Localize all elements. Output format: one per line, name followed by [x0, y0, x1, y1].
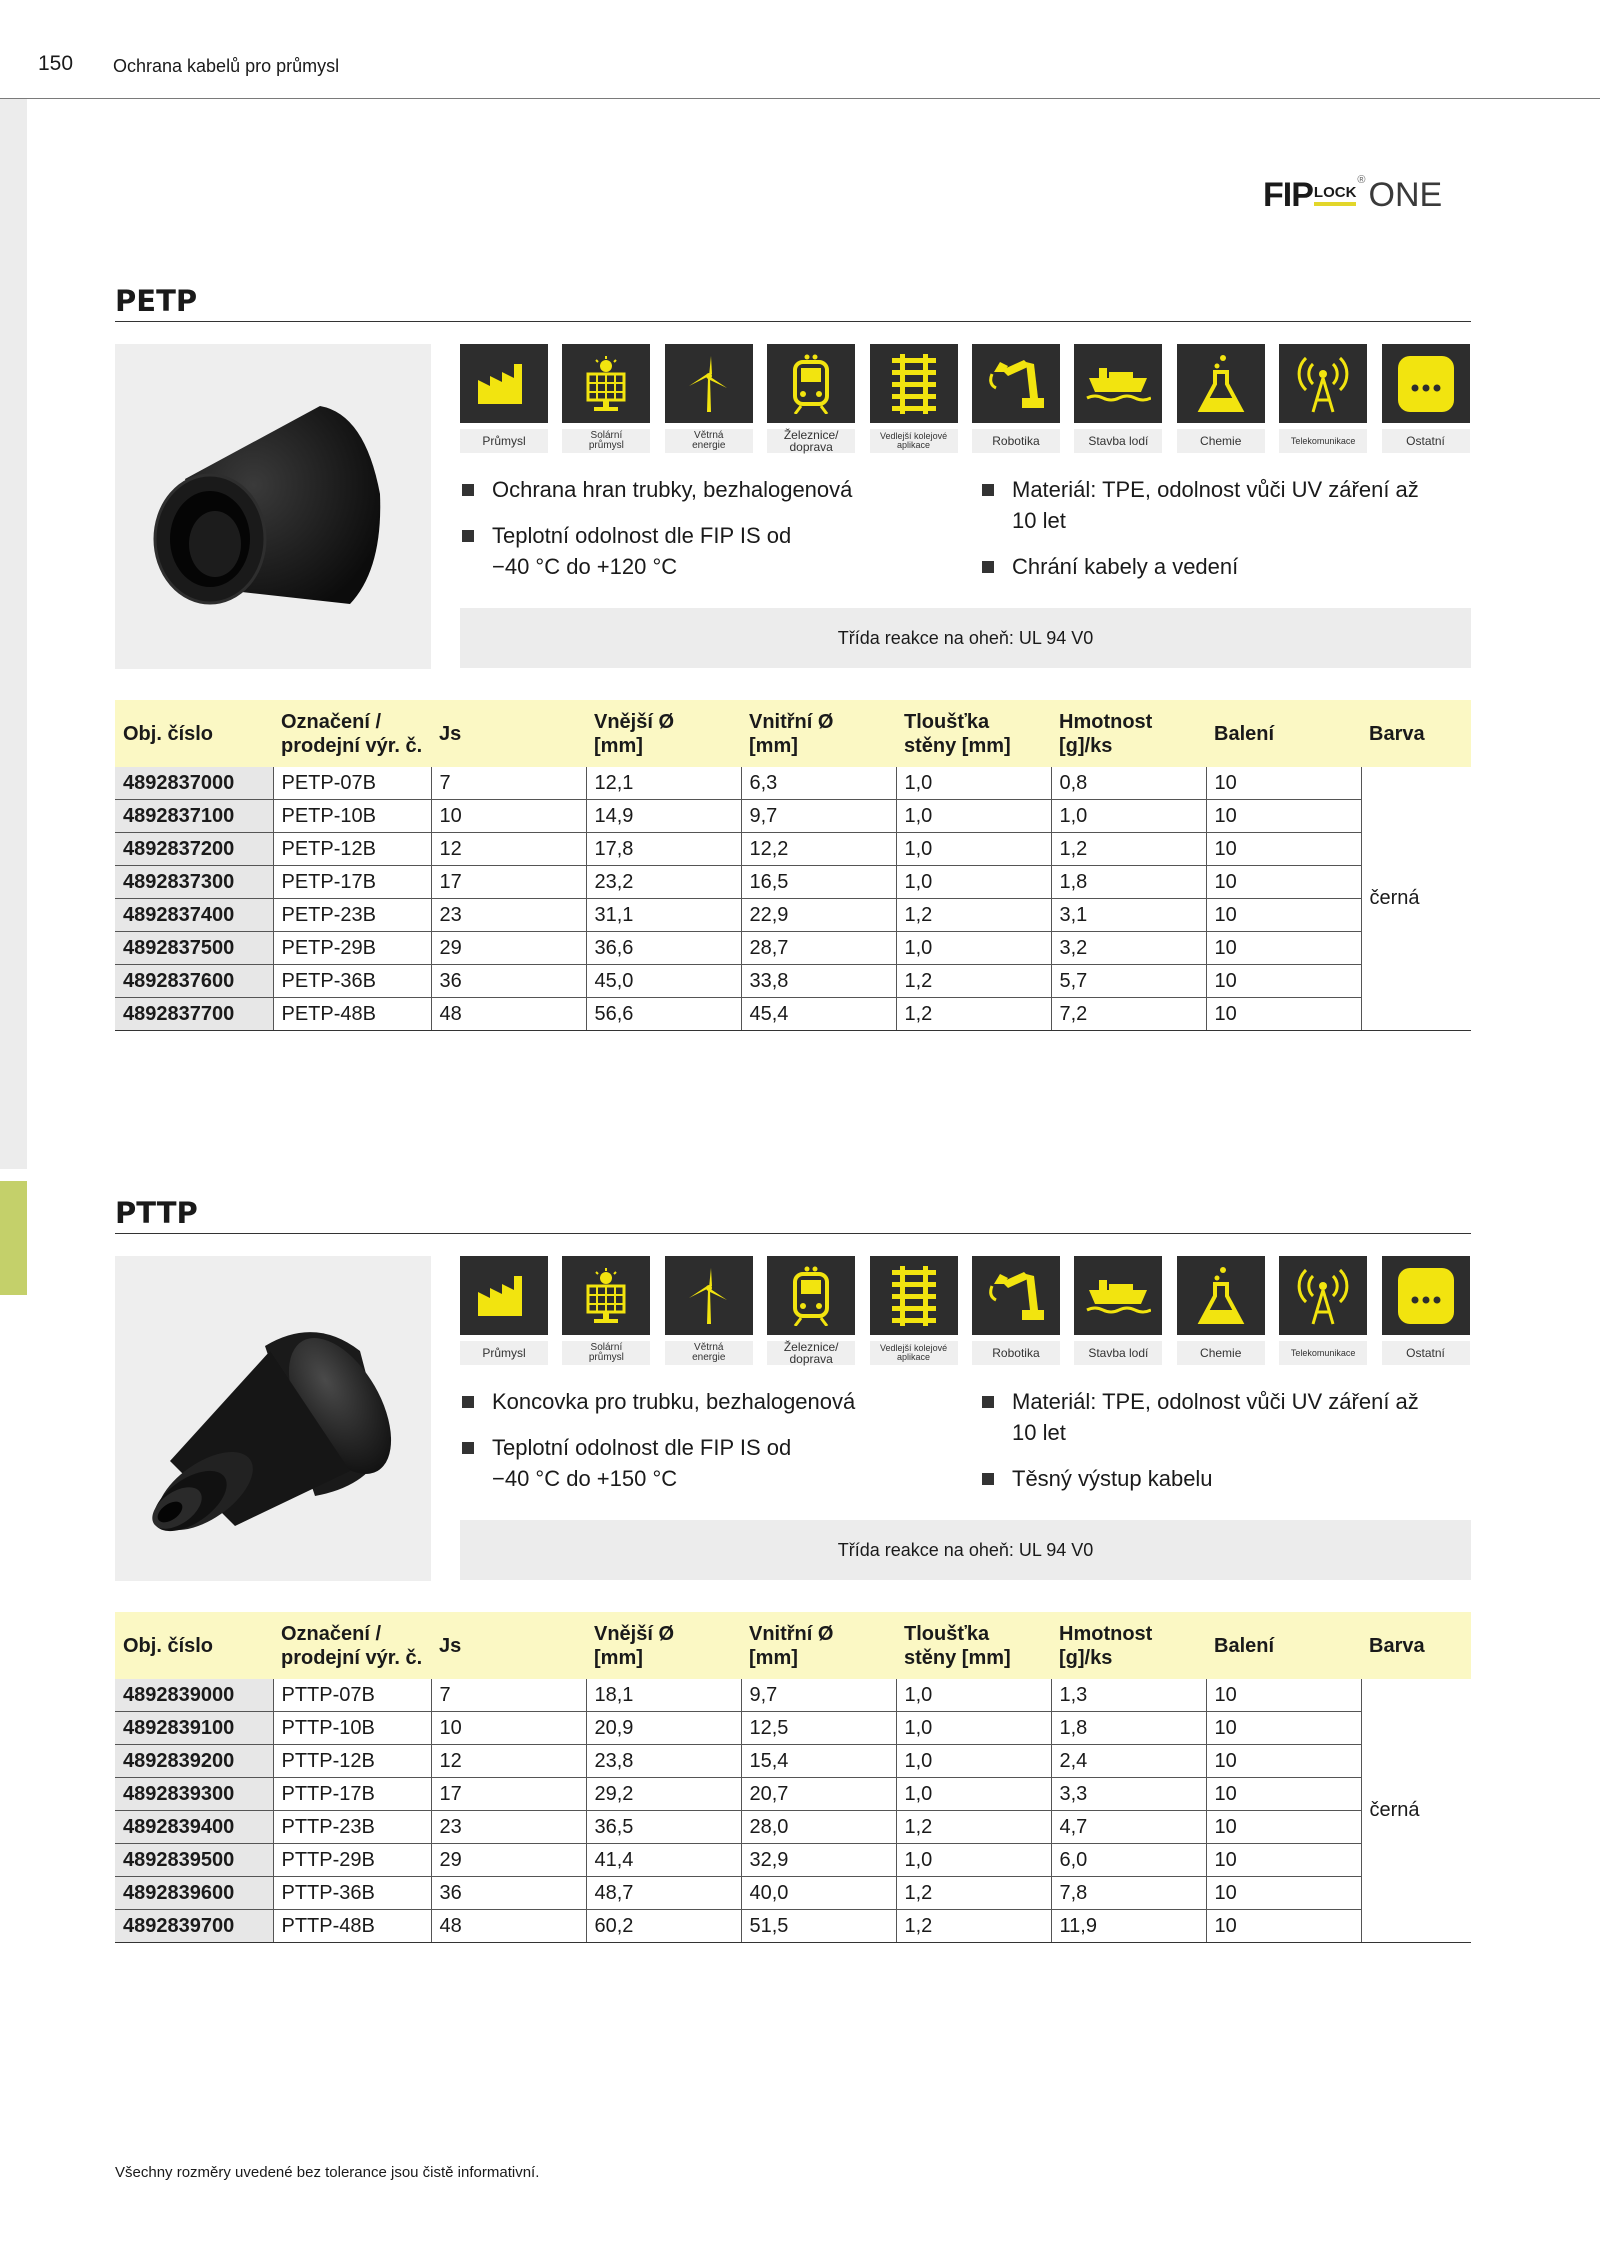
product-table [115, 1612, 1471, 1943]
industry-robot-arm [972, 1256, 1060, 1365]
industry-label: Stavba lodí [1074, 1341, 1162, 1365]
industry-factory [460, 1256, 548, 1365]
table-cell: 12 [431, 1745, 586, 1778]
industry-solar-panel [562, 1256, 650, 1365]
bullet-square-icon [982, 1473, 994, 1485]
column-header: Js [431, 700, 586, 767]
bullet-square-icon [982, 484, 994, 496]
industry-label: Chemie [1177, 1341, 1265, 1365]
table-cell: 5,7 [1051, 965, 1206, 998]
table-row [115, 1877, 1471, 1910]
column-header: Označení / prodejní výr. č. [273, 1612, 431, 1679]
table-cell: 51,5 [741, 1910, 896, 1943]
industry-label: Telekomunikace [1279, 429, 1367, 453]
table-cell: 32,9 [741, 1844, 896, 1877]
robot-arm-icon [972, 344, 1060, 423]
order-number-cell: 4892837100 [115, 800, 273, 833]
antenna-icon [1279, 344, 1367, 423]
ship-icon [1074, 344, 1162, 423]
table-cell: 1,0 [896, 1844, 1051, 1877]
table-cell: 15,4 [741, 1745, 896, 1778]
table-cell: 36 [431, 1877, 586, 1910]
industry-label: Železnice/ doprava [767, 1341, 855, 1365]
section-title: PTTP [115, 1193, 1471, 1234]
table-cell: PTTP-29B [273, 1844, 431, 1877]
table-cell: 10 [1206, 767, 1361, 800]
bullets-left [460, 474, 980, 597]
industry-flask [1177, 344, 1265, 453]
factory-icon [460, 344, 548, 423]
table-cell: 10 [1206, 1745, 1361, 1778]
table-cell: PETP-10B [273, 800, 431, 833]
table-cell: 23,2 [586, 866, 741, 899]
table-cell: 29 [431, 932, 586, 965]
table-cell: PTTP-07B [273, 1679, 431, 1712]
column-header: Hmotnost [g]/ks [1051, 1612, 1206, 1679]
table-cell: 9,7 [741, 800, 896, 833]
bullet-square-icon [982, 1396, 994, 1408]
table-cell: 17,8 [586, 833, 741, 866]
solar-panel-icon [562, 1256, 650, 1335]
order-number-cell: 4892837500 [115, 932, 273, 965]
sidebar-chapter-tab [0, 1181, 27, 1295]
table-cell: 1,0 [896, 833, 1051, 866]
ship-icon [1074, 1256, 1162, 1335]
feature-bullet: Chrání kabely a vedení [980, 551, 1471, 582]
table-cell: 10 [1206, 1778, 1361, 1811]
table-cell: 36,5 [586, 1811, 741, 1844]
section-title: PETP [115, 281, 1471, 322]
order-number-cell: 4892837600 [115, 965, 273, 998]
industry-label: Telekomunikace [1279, 1341, 1367, 1365]
table-cell: PTTP-36B [273, 1877, 431, 1910]
feature-bullet: Teplotní odolnost dle FIP IS od −40 °C do +120 °C [460, 520, 980, 582]
table-cell: 18,1 [586, 1679, 741, 1712]
table-cell: PETP-29B [273, 932, 431, 965]
order-number-cell: 4892839300 [115, 1778, 273, 1811]
table-cell: 1,0 [1051, 800, 1206, 833]
table-cell: PETP-07B [273, 767, 431, 800]
table-cell: 10 [1206, 1877, 1361, 1910]
table-cell: 2,4 [1051, 1745, 1206, 1778]
table-cell: 10 [1206, 866, 1361, 899]
table-cell: 23,8 [586, 1745, 741, 1778]
industry-train [767, 1256, 855, 1365]
order-number-cell: 4892839400 [115, 1811, 273, 1844]
table-cell: 9,7 [741, 1679, 896, 1712]
order-number-cell: 4892839000 [115, 1679, 273, 1712]
feature-bullet: Těsný výstup kabelu [980, 1463, 1471, 1494]
table-cell: 36,6 [586, 932, 741, 965]
table-cell: 10 [1206, 965, 1361, 998]
table-cell: 1,2 [896, 965, 1051, 998]
order-number-cell: 4892837000 [115, 767, 273, 800]
column-header: Vnitřní Ø [mm] [741, 1612, 896, 1679]
table-cell: 1,3 [1051, 1679, 1206, 1712]
table-row [115, 1745, 1471, 1778]
table-header-row [115, 1612, 1471, 1679]
column-header: Hmotnost [g]/ks [1051, 700, 1206, 767]
table-cell: 45,0 [586, 965, 741, 998]
table-cell: 1,2 [896, 1877, 1051, 1910]
table-cell: 10 [1206, 1712, 1361, 1745]
industry-label: Ostatní [1382, 429, 1470, 453]
table-cell: 1,0 [896, 1712, 1051, 1745]
table-cell: PETP-48B [273, 998, 431, 1031]
table-cell: 10 [431, 800, 586, 833]
feature-bullets [460, 474, 1471, 597]
order-number-cell: 4892839100 [115, 1712, 273, 1745]
industry-flask [1177, 1256, 1265, 1365]
table-cell: 1,0 [896, 1778, 1051, 1811]
industry-robot-arm [972, 344, 1060, 453]
industry-label: Robotika [972, 429, 1060, 453]
table-cell: 1,2 [896, 1811, 1051, 1844]
running-title: Ochrana kabelů pro průmysl [113, 56, 340, 76]
industry-label: Chemie [1177, 429, 1265, 453]
table-cell: 40,0 [741, 1877, 896, 1910]
table-cell: 10 [1206, 800, 1361, 833]
table-cell: 1,0 [896, 932, 1051, 965]
robot-arm-icon [972, 1256, 1060, 1335]
table-row [115, 1910, 1471, 1943]
table-cell: 7,8 [1051, 1877, 1206, 1910]
fire-class-box: Třída reakce na oheň: UL 94 V0 [460, 608, 1471, 668]
table-cell: 45,4 [741, 998, 896, 1031]
table-cell: 17 [431, 866, 586, 899]
table-cell: 20,9 [586, 1712, 741, 1745]
industry-antenna [1279, 344, 1367, 453]
table-cell: 1,0 [896, 1745, 1051, 1778]
table-cell: 0,8 [1051, 767, 1206, 800]
industry-label: Robotika [972, 1341, 1060, 1365]
table-cell: PTTP-23B [273, 1811, 431, 1844]
table-cell: 6,0 [1051, 1844, 1206, 1877]
table-cell: 12,1 [586, 767, 741, 800]
table-cell: 1,0 [896, 1679, 1051, 1712]
bullet-square-icon [462, 530, 474, 542]
table-row [115, 1844, 1471, 1877]
table-cell: PETP-23B [273, 899, 431, 932]
page-number: 150 [38, 52, 74, 75]
table-cell: 17 [431, 1778, 586, 1811]
column-header: Balení [1206, 1612, 1361, 1679]
industry-label: Průmysl [460, 429, 548, 453]
bullet-square-icon [982, 561, 994, 573]
table-cell: 3,1 [1051, 899, 1206, 932]
table-cell: 29,2 [586, 1778, 741, 1811]
column-header: Vnější Ø [mm] [586, 1612, 741, 1679]
industry-icons [460, 344, 1470, 453]
order-number-cell: 4892837700 [115, 998, 273, 1031]
fiplock-one-logo: FIP LOCK ® ONE [1263, 174, 1443, 214]
table-cell: 12,5 [741, 1712, 896, 1745]
industry-wind-turbine [665, 344, 753, 453]
order-number-cell: 4892837400 [115, 899, 273, 932]
table-row [115, 965, 1471, 998]
order-number-cell: 4892839500 [115, 1844, 273, 1877]
industry-more [1382, 1256, 1470, 1365]
product-photo [115, 344, 431, 669]
table-row [115, 1811, 1471, 1844]
industry-ship [1074, 344, 1162, 453]
industry-label: Stavba lodí [1074, 429, 1162, 453]
feature-bullet: Ochrana hran trubky, bezhalogenová [460, 474, 980, 505]
feature-bullet: Materiál: TPE, odolnost vůči UV záření až 10 let [980, 1386, 1471, 1448]
color-cell: černá [1361, 1679, 1471, 1943]
table-cell: PETP-17B [273, 866, 431, 899]
more-icon [1382, 1256, 1470, 1335]
column-header: Js [431, 1612, 586, 1679]
table-cell: PTTP-12B [273, 1745, 431, 1778]
order-number-cell: 4892837200 [115, 833, 273, 866]
product-table [115, 700, 1471, 1031]
table-row [115, 899, 1471, 932]
industry-icons [460, 1256, 1470, 1365]
flask-icon [1177, 344, 1265, 423]
column-header: Obj. číslo [115, 700, 273, 767]
table-cell: 7 [431, 767, 586, 800]
table-cell: 10 [1206, 1811, 1361, 1844]
sidebar-strip [0, 99, 27, 1169]
table-cell: PETP-36B [273, 965, 431, 998]
industry-label: Průmysl [460, 1341, 548, 1365]
table-cell: 1,0 [896, 800, 1051, 833]
column-header: Tloušťka stěny [mm] [896, 700, 1051, 767]
table-cell: 48 [431, 998, 586, 1031]
fire-class-box: Třída reakce na oheň: UL 94 V0 [460, 1520, 1471, 1580]
industry-solar-panel [562, 344, 650, 453]
solar-panel-icon [562, 344, 650, 423]
table-cell: 1,2 [1051, 833, 1206, 866]
column-header: Obj. číslo [115, 1612, 273, 1679]
factory-icon [460, 1256, 548, 1335]
more-icon [1382, 344, 1470, 423]
industry-train [767, 344, 855, 453]
bullet-square-icon [462, 1396, 474, 1408]
table-cell: PTTP-17B [273, 1778, 431, 1811]
industry-wind-turbine [665, 1256, 753, 1365]
table-cell: 1,2 [896, 1910, 1051, 1943]
table-cell: 11,9 [1051, 1910, 1206, 1943]
table-cell: 6,3 [741, 767, 896, 800]
table-cell: 33,8 [741, 965, 896, 998]
table-cell: 12 [431, 833, 586, 866]
table-cell: 1,8 [1051, 866, 1206, 899]
industry-label: Solární průmysl [562, 1341, 650, 1365]
column-header: Vnější Ø [mm] [586, 700, 741, 767]
table-cell: 22,9 [741, 899, 896, 932]
table-cell: 14,9 [586, 800, 741, 833]
page-header [0, 0, 1600, 99]
table-cell: 56,6 [586, 998, 741, 1031]
industry-label: Větrná energie [665, 1341, 753, 1365]
table-row [115, 1679, 1471, 1712]
table-row [115, 866, 1471, 899]
table-cell: 4,7 [1051, 1811, 1206, 1844]
table-cell: 10 [1206, 998, 1361, 1031]
table-cell: 16,5 [741, 866, 896, 899]
table-cell: PETP-12B [273, 833, 431, 866]
column-header: Barva [1361, 1612, 1471, 1679]
rail-track-icon [870, 344, 958, 423]
table-cell: 10 [1206, 932, 1361, 965]
table-cell: 1,8 [1051, 1712, 1206, 1745]
table-cell: 1,2 [896, 899, 1051, 932]
table-cell: 36 [431, 965, 586, 998]
industry-more [1382, 344, 1470, 453]
table-cell: 10 [431, 1712, 586, 1745]
table-cell: 10 [1206, 1679, 1361, 1712]
wind-turbine-icon [665, 1256, 753, 1335]
industry-label: Vedlejší kolejové aplikace [870, 429, 958, 453]
table-cell: 60,2 [586, 1910, 741, 1943]
column-header: Tloušťka stěny [mm] [896, 1612, 1051, 1679]
table-cell: 12,2 [741, 833, 896, 866]
product-photo [115, 1256, 431, 1581]
industry-label: Větrná energie [665, 429, 753, 453]
train-icon [767, 1256, 855, 1335]
feature-bullet: Materiál: TPE, odolnost vůči UV záření až 10 let [980, 474, 1471, 536]
table-cell: 3,2 [1051, 932, 1206, 965]
table-cell: PTTP-48B [273, 1910, 431, 1943]
table-header-row [115, 700, 1471, 767]
table-row [115, 998, 1471, 1031]
column-header: Barva [1361, 700, 1471, 767]
industry-rail-track [870, 344, 958, 453]
bullets-left [460, 1386, 980, 1509]
industry-antenna [1279, 1256, 1367, 1365]
bullets-right [980, 474, 1471, 597]
table-cell: 20,7 [741, 1778, 896, 1811]
table-cell: 23 [431, 1811, 586, 1844]
feature-bullets [460, 1386, 1471, 1509]
flask-icon [1177, 1256, 1265, 1335]
table-row [115, 800, 1471, 833]
table-cell: 23 [431, 899, 586, 932]
order-number-cell: 4892839200 [115, 1745, 273, 1778]
table-cell: 10 [1206, 833, 1361, 866]
table-cell: 48 [431, 1910, 586, 1943]
industry-factory [460, 344, 548, 453]
table-cell: 31,1 [586, 899, 741, 932]
table-row [115, 1712, 1471, 1745]
feature-bullet: Teplotní odolnost dle FIP IS od −40 °C do +150 °C [460, 1432, 980, 1494]
bullets-right [980, 1386, 1471, 1509]
table-cell: 10 [1206, 1910, 1361, 1943]
table-cell: 10 [1206, 899, 1361, 932]
table-row [115, 833, 1471, 866]
table-cell: 29 [431, 1844, 586, 1877]
bullet-square-icon [462, 484, 474, 496]
industry-label: Ostatní [1382, 1341, 1470, 1365]
train-icon [767, 344, 855, 423]
table-cell: 7,2 [1051, 998, 1206, 1031]
industry-label: Vedlejší kolejové aplikace [870, 1341, 958, 1365]
order-number-cell: 4892839600 [115, 1877, 273, 1910]
rail-track-icon [870, 1256, 958, 1335]
bullet-square-icon [462, 1442, 474, 1454]
product-section-petp [115, 281, 1471, 1025]
industry-ship [1074, 1256, 1162, 1365]
table-cell: 1,2 [896, 998, 1051, 1031]
table-cell: 28,0 [741, 1811, 896, 1844]
industry-label: Železnice/ doprava [767, 429, 855, 453]
table-cell: 48,7 [586, 1877, 741, 1910]
order-number-cell: 4892837300 [115, 866, 273, 899]
table-cell: 41,4 [586, 1844, 741, 1877]
table-cell: 1,0 [896, 866, 1051, 899]
column-header: Balení [1206, 700, 1361, 767]
color-cell: černá [1361, 767, 1471, 1031]
footer-note: Všechny rozměry uvedené bez tolerance jsou čistě informativní. [115, 2164, 540, 2181]
table-cell: 28,7 [741, 932, 896, 965]
table-row [115, 932, 1471, 965]
order-number-cell: 4892839700 [115, 1910, 273, 1943]
antenna-icon [1279, 1256, 1367, 1335]
feature-bullet: Koncovka pro trubku, bezhalogenová [460, 1386, 980, 1417]
table-cell: 1,0 [896, 767, 1051, 800]
table-row [115, 1778, 1471, 1811]
industry-rail-track [870, 1256, 958, 1365]
table-row [115, 767, 1471, 800]
product-section-pttp [115, 1193, 1471, 1937]
industry-label: Solární průmysl [562, 429, 650, 453]
table-cell: PTTP-10B [273, 1712, 431, 1745]
table-cell: 10 [1206, 1844, 1361, 1877]
table-cell: 3,3 [1051, 1778, 1206, 1811]
table-cell: 7 [431, 1679, 586, 1712]
wind-turbine-icon [665, 344, 753, 423]
column-header: Vnitřní Ø [mm] [741, 700, 896, 767]
column-header: Označení / prodejní výr. č. [273, 700, 431, 767]
